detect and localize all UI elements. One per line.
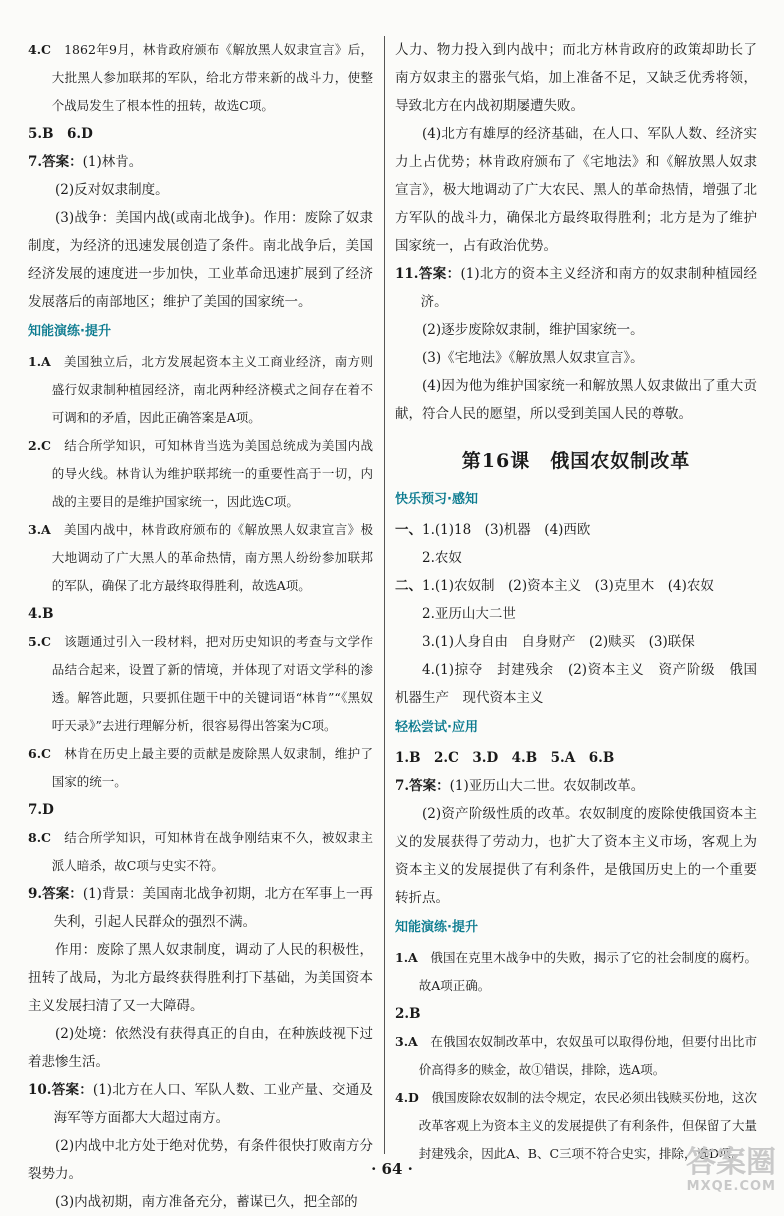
answer-text: (2)逐步废除奴隶制，维护国家统一。 bbox=[422, 322, 644, 338]
answer-text: (2)资产阶级性质的改革。农奴制度的废除使俄国资本主义的发展获得了劳动力，也扩大了资本主义市场，客观上为资本主义的发展提供了有利条件，是俄国历史上的一个重要转折点。 bbox=[395, 806, 757, 906]
lesson-title: 第16课 俄国农奴制改革 bbox=[461, 450, 691, 472]
answer-item: 5.C 该题通过引入一段材料，把对历史知识的考查与文学作品结合起来，设置了新的情境，并体现了对语文学科的渗透。解答此题，只要抓住题干中的关键词语“林肯”“《黑奴吁天录》”去进行理解分析，很容易得出答案为C项。 bbox=[28, 634, 373, 733]
answer-item: 5.B 6.D bbox=[28, 126, 93, 142]
section-heading-practice-improve: 知能演练·提升 bbox=[395, 920, 478, 935]
answer-item: 10.答案：(1)北方在人口、军队人数、工业产量、交通及海军等方面都大大超过南方。 bbox=[28, 1082, 373, 1126]
answer-item: 2.B bbox=[395, 1006, 421, 1022]
right-column bbox=[395, 36, 771, 1168]
section-heading-try-apply: 轻松尝试·应用 bbox=[395, 720, 478, 735]
answer-item: 1.B 2.C 3.D 4.B 5.A 6.B bbox=[395, 750, 615, 766]
answer-item: 3.A 在俄国农奴制改革中，农奴虽可以取得份地，但要付出比市价高得多的赎金，故①错误，排除，选A项。 bbox=[395, 1034, 757, 1077]
answer-item: 7.答案：(1)林肯。 bbox=[28, 154, 143, 170]
answer-item: 7.D bbox=[28, 802, 54, 818]
watermark-logo: 答案圈 bbox=[686, 1145, 776, 1180]
answer-item: 3.A 美国内战中，林肯政府颁布的《解放黑人奴隶宣言》极大地调动了广大黑人的革命热情，南方黑人纷纷参加联邦的军队，确保了北方最终取得胜利，故选A项。 bbox=[28, 522, 373, 593]
answer-item: 一、1.(1)18 (3)机器 (4)西欧 bbox=[395, 522, 591, 538]
answer-text: (4)北方有雄厚的经济基础，在人口、军队人数、经济实力上占优势；林肯政府颁布了《宅地法》和《解放黑人奴隶宣言》，极大地调动了广大农民、黑人的革命热情，增强了北方军队的战斗力，确保北方最终取得胜利；北方是为了维护国家统一，占有政治优势。 bbox=[395, 126, 757, 254]
answer-text: 4.(1)掠夺 封建残余 (2)资本主义 资产阶级 俄国 机器生产 现代资本主义 bbox=[395, 662, 771, 706]
answer-item: 4.D 俄国废除农奴制的法令规定，农民必须出钱赎买份地，这次改革客观上为资本主义的发展提供了有利条件，但保留了大量封建残余，因此A、B、C三项不符合史实，排除，选D项。 bbox=[395, 1090, 757, 1161]
watermark bbox=[686, 1147, 776, 1194]
answer-item: 4.C 1862年9月，林肯政府颁布《解放黑人奴隶宣言》后，大批黑人参加联邦的军队，给北方带来新的战斗力，使整个战局发生了根本性的扭转，故选C项。 bbox=[28, 42, 373, 113]
answer-text: (2)处境：依然没有获得真正的自由，在种族歧视下过着悲惨生活。 bbox=[28, 1026, 373, 1070]
answer-item: 11.答案：(1)北方的资本主义经济和南方的奴隶制种植园经济。 bbox=[395, 266, 757, 310]
answer-text: (2)反对奴隶制度。 bbox=[55, 182, 169, 198]
answer-text: 3.(1)人身自由 自身财产 (2)赎买 (3)联保 bbox=[422, 634, 695, 650]
answer-text: (4)因为他为维护国家统一和解放黑人奴隶做出了重大贡献，符合人民的愿望，所以受到美国人民的尊敬。 bbox=[395, 378, 757, 422]
answer-item: 9.答案：(1)背景：美国南北战争初期，北方在军事上一再失利，引起人民群众的强烈不满。 bbox=[28, 886, 374, 930]
answer-text: 2.农奴 bbox=[422, 550, 462, 566]
section-heading-practice-improve: 知能演练·提升 bbox=[28, 324, 111, 339]
answer-item: 4.B bbox=[28, 606, 54, 622]
answer-item: 二、1.(1)农奴制 (2)资本主义 (3)克里木 (4)农奴 bbox=[395, 578, 714, 594]
answer-text: 人力、物力投入到内战中；而北方林肯政府的政策却助长了南方奴隶主的嚣张气焰，加上准备不足，又缺乏优秀将领，导致北方在内战初期屡遭失败。 bbox=[395, 42, 757, 114]
answer-item: 7.答案：(1)亚历山大二世。农奴制改革。 bbox=[395, 778, 645, 794]
section-heading-preview: 快乐预习·感知 bbox=[395, 492, 478, 507]
answer-item: 2.C 结合所学知识，可知林肯当选为美国总统成为美国内战的导火线。林肯认为维护联邦统一的重要性高于一切，内战的主要目的是维护国家统一，因此选C项。 bbox=[28, 438, 373, 509]
left-column bbox=[28, 36, 373, 1216]
page-number: · 64 · bbox=[371, 1160, 413, 1178]
answer-item: 6.C 林肯在历史上最主要的贡献是废除黑人奴隶制，维护了国家的统一。 bbox=[28, 746, 373, 789]
answer-item: 1.A 美国独立后，北方发展起资本主义工商业经济，南方则盛行奴隶制种植园经济，南北两种经济模式之间存在着不可调和的矛盾，因此正确答案是A项。 bbox=[28, 354, 373, 425]
answer-item: 1.A 俄国在克里木战争中的失败，揭示了它的社会制度的腐朽。故A项正确。 bbox=[395, 950, 757, 993]
answer-text: (3)战争：美国内战(或南北战争)。作用：废除了奴隶制度，为经济的迅速发展创造了条件。南北战争后，美国经济发展的速度进一步加快，工业革命迅速扩展到了经济发展落后的南部地区；维护了美国的国家统一。 bbox=[28, 210, 373, 310]
answer-text: (3)《宅地法》《解放黑人奴隶宣言》。 bbox=[422, 350, 644, 366]
column-divider bbox=[384, 36, 385, 1154]
answer-text: (3)内战初期，南方准备充分，蓄谋已久，把全部的 bbox=[55, 1194, 358, 1210]
answer-item: 8.C 结合所学知识，可知林肯在战争刚结束不久，被奴隶主派人暗杀，故C项与史实不符。 bbox=[28, 830, 373, 873]
watermark-url: MXQE.COM bbox=[686, 1179, 776, 1194]
answer-text: 作用：废除了黑人奴隶制度，调动了人民的积极性，扭转了战局，为北方最终获得胜利打下基础，为美国资本主义发展扫清了又一大障碍。 bbox=[28, 942, 373, 1014]
answer-text: 2.亚历山大二世 bbox=[422, 606, 516, 622]
answer-text: (2)内战中北方处于绝对优势，有条件很快打败南方分裂势力。 bbox=[28, 1138, 373, 1182]
